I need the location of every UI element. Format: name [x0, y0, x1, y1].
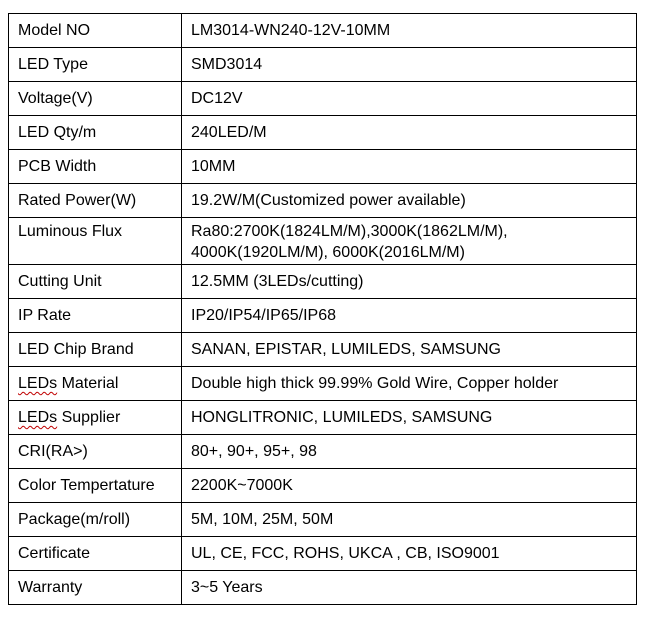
spec-table	[8, 13, 637, 605]
spec-label-rest: Material	[57, 375, 119, 392]
table-row	[9, 184, 637, 218]
spec-label: Model NO	[9, 14, 182, 48]
spec-label: Voltage(V)	[9, 82, 182, 116]
spec-value: UL, CE, FCC, ROHS, UKCA , CB, ISO9001	[182, 537, 637, 571]
spec-value: 240LED/M	[182, 116, 637, 150]
table-row	[9, 401, 637, 435]
table-row	[9, 503, 637, 537]
table-row	[9, 48, 637, 82]
spelling-flagged-word: LEDs	[18, 409, 58, 426]
spec-label: LED Type	[9, 48, 182, 82]
spec-label: Warranty	[9, 571, 182, 605]
spec-value: SANAN, EPISTAR, LUMILEDS, SAMSUNG	[182, 333, 637, 367]
spec-value: 10MM	[182, 150, 637, 184]
table-row	[9, 367, 637, 401]
spec-value: SMD3014	[182, 48, 637, 82]
table-row	[9, 116, 637, 150]
spec-label-rest: Supplier	[57, 409, 121, 426]
spec-label: Certificate	[9, 537, 182, 571]
spec-label: IP Rate	[9, 299, 182, 333]
spec-value: 19.2W/M(Customized power available)	[182, 184, 637, 218]
spec-value: 5M, 10M, 25M, 50M	[182, 503, 637, 537]
spec-value: 3~5 Years	[182, 571, 637, 605]
spec-label: LED Chip Brand	[9, 333, 182, 367]
spec-label: Luminous Flux	[9, 218, 182, 265]
spec-label: CRI(RA>)	[9, 435, 182, 469]
spec-label	[9, 401, 182, 435]
spec-label	[9, 367, 182, 401]
table-row	[9, 537, 637, 571]
spec-value: DC12V	[182, 82, 637, 116]
spec-value: 80+, 90+, 95+, 98	[182, 435, 637, 469]
spec-value: Double high thick 99.99% Gold Wire, Copper holder	[182, 367, 637, 401]
spec-label: Rated Power(W)	[9, 184, 182, 218]
spec-value	[182, 218, 637, 265]
table-row	[9, 265, 637, 299]
spec-value-line: 4000K(1920LM/M), 6000K(2016LM/M)	[191, 244, 465, 261]
spec-value: 12.5MM (3LEDs/cutting)	[182, 265, 637, 299]
spec-value: 2200K~7000K	[182, 469, 637, 503]
spec-label: LED Qty/m	[9, 116, 182, 150]
table-row	[9, 435, 637, 469]
table-row	[9, 82, 637, 116]
table-row	[9, 14, 637, 48]
spec-value: HONGLITRONIC, LUMILEDS, SAMSUNG	[182, 401, 637, 435]
spec-label: Color Tempertature	[9, 469, 182, 503]
spelling-flagged-word: LEDs	[18, 375, 58, 392]
spec-value: LM3014-WN240-12V-10MM	[182, 14, 637, 48]
spec-value: IP20/IP54/IP65/IP68	[182, 299, 637, 333]
table-row	[9, 150, 637, 184]
table-row	[9, 299, 637, 333]
table-row	[9, 333, 637, 367]
spec-value-line: Ra80:2700K(1824LM/M),3000K(1862LM/M),	[191, 223, 508, 240]
spec-label: Package(m/roll)	[9, 503, 182, 537]
spec-label: PCB Width	[9, 150, 182, 184]
table-row	[9, 469, 637, 503]
spec-label: Cutting Unit	[9, 265, 182, 299]
table-row	[9, 218, 637, 265]
table-row	[9, 571, 637, 605]
